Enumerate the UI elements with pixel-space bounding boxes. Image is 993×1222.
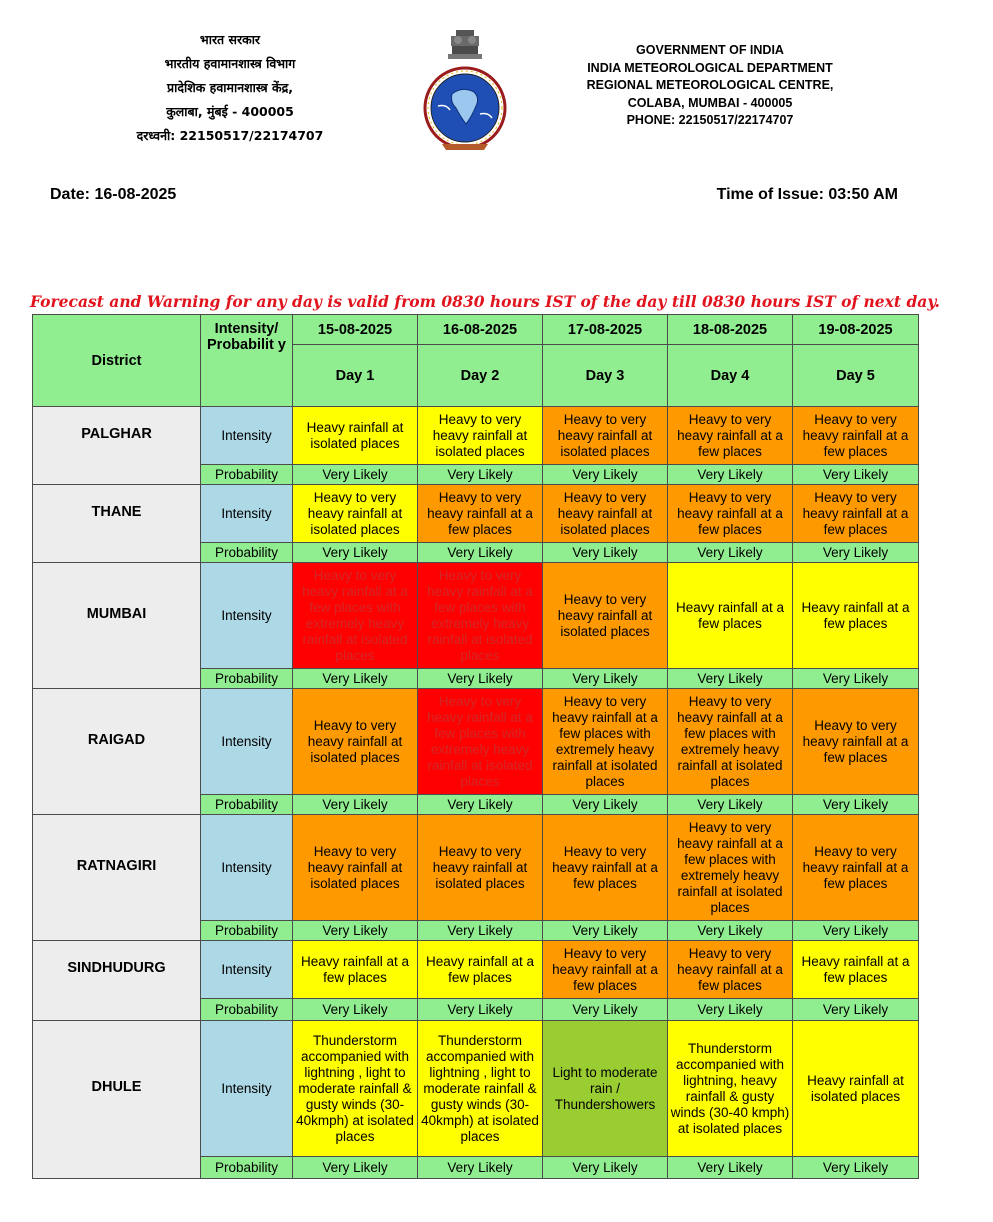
probability-cell: Very Likely bbox=[543, 465, 668, 485]
header-english-line: PHONE: 22150517/22174707 bbox=[626, 113, 794, 127]
probability-cell: Very Likely bbox=[793, 921, 919, 941]
probability-cell: Very Likely bbox=[418, 669, 543, 689]
intensity-cell: Heavy rainfall at a few places bbox=[793, 941, 919, 999]
intensity-cell: Heavy to very heavy rainfall at isolated places bbox=[543, 485, 668, 543]
intensity-cell: Heavy to very heavy rainfall at isolated places bbox=[293, 485, 418, 543]
probability-cell: Very Likely bbox=[668, 1157, 793, 1179]
intensity-cell: Heavy to very heavy rainfall at a few places with extremely heavy rainfall at isolated places bbox=[543, 689, 668, 795]
intensity-row bbox=[33, 941, 919, 999]
probability-cell: Very Likely bbox=[418, 465, 543, 485]
district-name: RAIGAD bbox=[33, 689, 201, 815]
header-english-line: INDIA METEOROLOGICAL DEPARTMENT bbox=[587, 60, 833, 75]
intensity-cell: Heavy to very heavy rainfall at a few places bbox=[418, 485, 543, 543]
header-day: Day 5 bbox=[793, 345, 919, 407]
header-date: 19-08-2025 bbox=[793, 315, 919, 345]
probability-cell: Very Likely bbox=[793, 999, 919, 1021]
probability-cell: Very Likely bbox=[418, 999, 543, 1021]
intensity-cell: Heavy rainfall at isolated places bbox=[293, 407, 418, 465]
intensity-row bbox=[33, 563, 919, 669]
intensity-row bbox=[33, 407, 919, 465]
intensity-cell: Heavy to very heavy rainfall at a few places bbox=[793, 485, 919, 543]
header-day: Day 3 bbox=[543, 345, 668, 407]
probability-cell: Very Likely bbox=[418, 543, 543, 563]
probability-cell: Very Likely bbox=[543, 669, 668, 689]
probability-cell: Very Likely bbox=[793, 1157, 919, 1179]
header-english bbox=[575, 42, 845, 130]
header-hindi-line: भारतीय हवामानशास्त्र विभाग bbox=[164, 56, 296, 71]
probability-label: Probability bbox=[201, 543, 293, 563]
header-english-line: REGIONAL METEOROLOGICAL CENTRE, bbox=[586, 78, 834, 92]
intensity-cell: Thunderstorm accompanied with lightning , light to moderate rainfall & gusty winds (30-40kmph) at isolated places bbox=[293, 1021, 418, 1157]
intensity-cell: Heavy to very heavy rainfall at a few places bbox=[793, 689, 919, 795]
header-date: 15-08-2025 bbox=[293, 315, 418, 345]
intensity-cell: Heavy to very heavy rainfall at a few places bbox=[668, 485, 793, 543]
header-intensity-probability: Intensity/ Probabilit y bbox=[201, 315, 293, 407]
probability-label: Probability bbox=[201, 465, 293, 485]
intensity-cell: Heavy to very heavy rainfall at isolated places bbox=[418, 407, 543, 465]
header-date: 17-08-2025 bbox=[543, 315, 668, 345]
probability-cell: Very Likely bbox=[543, 543, 668, 563]
imd-emblem-icon bbox=[418, 28, 512, 154]
probability-cell: Very Likely bbox=[418, 1157, 543, 1179]
probability-label: Probability bbox=[201, 1157, 293, 1179]
probability-label: Probability bbox=[201, 999, 293, 1021]
district-name: DHULE bbox=[33, 1021, 201, 1179]
header-day: Day 4 bbox=[668, 345, 793, 407]
intensity-label: Intensity bbox=[201, 563, 293, 669]
probability-cell: Very Likely bbox=[293, 1157, 418, 1179]
header-hindi-line: प्रादेशिक हवामानशास्त्र केंद्र, bbox=[167, 80, 293, 95]
district-name: SINDHUDURG bbox=[33, 941, 201, 1021]
intensity-cell: Heavy rainfall at a few places bbox=[418, 941, 543, 999]
district-name: PALGHAR bbox=[33, 407, 201, 485]
probability-cell: Very Likely bbox=[668, 921, 793, 941]
district-name: MUMBAI bbox=[33, 563, 201, 689]
probability-cell: Very Likely bbox=[668, 669, 793, 689]
header-day: Day 2 bbox=[418, 345, 543, 407]
district-name: RATNAGIRI bbox=[33, 815, 201, 941]
probability-cell: Very Likely bbox=[543, 1157, 668, 1179]
intensity-cell: Heavy rainfall at a few places bbox=[793, 563, 919, 669]
intensity-cell: Heavy to very heavy rainfall at isolated places bbox=[543, 407, 668, 465]
intensity-cell: Heavy to very heavy rainfall at a few places with extremely heavy rainfall at isolated places bbox=[418, 563, 543, 669]
intensity-cell: Thunderstorm accompanied with lightning , light to moderate rainfall & gusty winds (30-40kmph) at isolated places bbox=[418, 1021, 543, 1157]
intensity-cell: Light to moderate rain / Thundershowers bbox=[543, 1021, 668, 1157]
header-hindi-line: दरध्वनी: 22150517/22174707 bbox=[136, 128, 324, 143]
probability-cell: Very Likely bbox=[793, 795, 919, 815]
intensity-cell: Heavy to very heavy rainfall at isolated places bbox=[293, 689, 418, 795]
probability-cell: Very Likely bbox=[293, 795, 418, 815]
probability-cell: Very Likely bbox=[293, 465, 418, 485]
forecast-table bbox=[32, 314, 919, 1179]
intensity-cell: Heavy rainfall at a few places bbox=[293, 941, 418, 999]
intensity-label: Intensity bbox=[201, 689, 293, 795]
intensity-cell: Heavy to very heavy rainfall at a few places with extremely heavy rainfall at isolated places bbox=[418, 689, 543, 795]
intensity-cell: Heavy to very heavy rainfall at isolated places bbox=[543, 563, 668, 669]
intensity-cell: Heavy to very heavy rainfall at a few places bbox=[543, 941, 668, 999]
probability-cell: Very Likely bbox=[668, 795, 793, 815]
probability-cell: Very Likely bbox=[543, 795, 668, 815]
intensity-cell: Heavy to very heavy rainfall at a few places bbox=[793, 815, 919, 921]
intensity-cell: Heavy to very heavy rainfall at isolated places bbox=[293, 815, 418, 921]
intensity-cell: Heavy to very heavy rainfall at a few places bbox=[543, 815, 668, 921]
intensity-cell: Heavy to very heavy rainfall at a few places with extremely heavy rainfall at isolated places bbox=[293, 563, 418, 669]
intensity-label: Intensity bbox=[201, 815, 293, 921]
probability-cell: Very Likely bbox=[293, 921, 418, 941]
district-name: THANE bbox=[33, 485, 201, 563]
probability-cell: Very Likely bbox=[293, 669, 418, 689]
header-hindi-line: भारत सरकार bbox=[199, 32, 261, 47]
intensity-cell: Heavy to very heavy rainfall at a few places with extremely heavy rainfall at isolated places bbox=[668, 689, 793, 795]
probability-cell: Very Likely bbox=[668, 465, 793, 485]
intensity-cell: Heavy to very heavy rainfall at a few places bbox=[668, 941, 793, 999]
intensity-cell: Heavy rainfall at isolated places bbox=[793, 1021, 919, 1157]
probability-cell: Very Likely bbox=[668, 543, 793, 563]
header-hindi-line: कुलाबा, मुंबई - 400005 bbox=[166, 104, 294, 119]
probability-cell: Very Likely bbox=[793, 669, 919, 689]
intensity-cell: Heavy to very heavy rainfall at isolated places bbox=[418, 815, 543, 921]
probability-cell: Very Likely bbox=[668, 999, 793, 1021]
intensity-row bbox=[33, 485, 919, 543]
probability-label: Probability bbox=[201, 921, 293, 941]
intensity-cell: Heavy to very heavy rainfall at a few places bbox=[793, 407, 919, 465]
probability-cell: Very Likely bbox=[543, 921, 668, 941]
header-english-line: COLABA, MUMBAI - 400005 bbox=[627, 95, 793, 110]
intensity-cell: Heavy rainfall at a few places bbox=[668, 563, 793, 669]
header-date: 18-08-2025 bbox=[668, 315, 793, 345]
probability-cell: Very Likely bbox=[418, 795, 543, 815]
header-district: District bbox=[33, 315, 201, 407]
intensity-label: Intensity bbox=[201, 1021, 293, 1157]
intensity-cell: Heavy to very heavy rainfall at a few places bbox=[668, 407, 793, 465]
header-date: 16-08-2025 bbox=[418, 315, 543, 345]
probability-cell: Very Likely bbox=[793, 465, 919, 485]
intensity-label: Intensity bbox=[201, 485, 293, 543]
time-of-issue: Time of Issue: 03:50 AM bbox=[716, 186, 898, 203]
probability-cell: Very Likely bbox=[418, 921, 543, 941]
probability-cell: Very Likely bbox=[793, 543, 919, 563]
intensity-cell: Thunderstorm accompanied with lightning, heavy rainfall & gusty winds (30-40 kmph) at isolated places bbox=[668, 1021, 793, 1157]
header-english-line: GOVERNMENT OF INDIA bbox=[636, 43, 784, 57]
intensity-cell: Heavy to very heavy rainfall at a few places with extremely heavy rainfall at isolated places bbox=[668, 815, 793, 921]
probability-cell: Very Likely bbox=[293, 999, 418, 1021]
forecast-table-body bbox=[33, 407, 919, 1179]
probability-label: Probability bbox=[201, 669, 293, 689]
intensity-label: Intensity bbox=[201, 941, 293, 999]
probability-label: Probability bbox=[201, 795, 293, 815]
intensity-row bbox=[33, 1021, 919, 1157]
intensity-row bbox=[33, 815, 919, 921]
intensity-row bbox=[33, 689, 919, 795]
probability-cell: Very Likely bbox=[293, 543, 418, 563]
issue-date: Date: 16-08-2025 bbox=[50, 186, 177, 203]
probability-cell: Very Likely bbox=[543, 999, 668, 1021]
header-day: Day 1 bbox=[293, 345, 418, 407]
header-hindi bbox=[100, 28, 360, 148]
validity-notice: Forecast and Warning for any day is valid from 0830 hours IST of the day till 0830 hours IST of next day. bbox=[30, 292, 940, 311]
intensity-label: Intensity bbox=[201, 407, 293, 465]
